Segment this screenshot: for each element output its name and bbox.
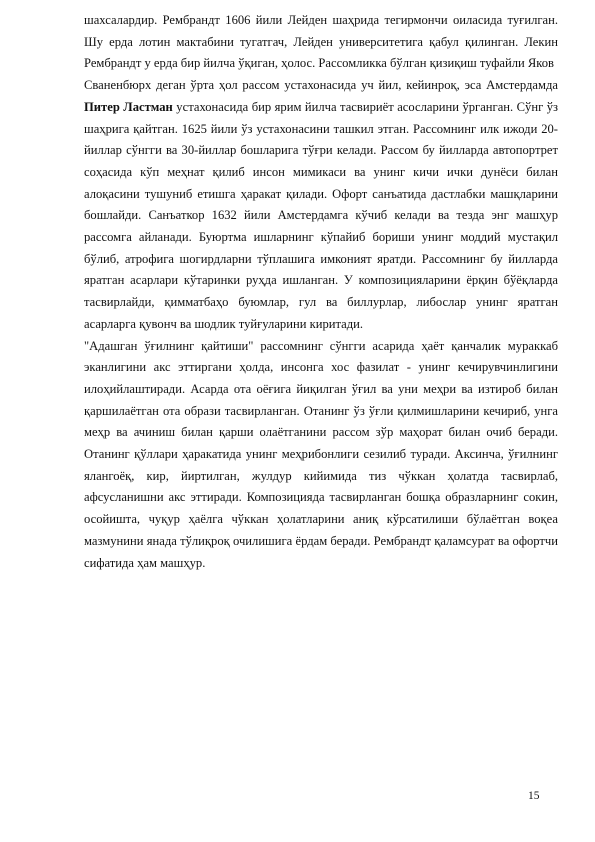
paragraph-3: "Адашган ўғилнинг қайтиши" рассомнинг сўнгги асарида ҳаёт қанчалик мураккаб эканлигини акс эттиргани ҳолда, инсонга хос фазилат - унинг кечирувчинлигини илоҳийлаштиради. Асарда ота оёғига йиқилган ўғил ва уни меҳри ва изтироб билан қаршилаётган ота образи тасвирланган. Отанинг ўз ўғли қилмишларини кечириб, унга меҳр ва ачиниш билан қарши олаётганини рассом зўр маҳорат билан очиб беради. Отанинг қўллари ҳаракатида унинг меҳрибонлиги сезилиб туради. Аксинча, ўғилнинг ялангоёқ, кир, йиртилган, жулдур кийимида тиз чўккан ҳолатда тасвирлаб, афсусланишни акс эттиради. Композицияда тасвирланган бошқа образларнинг сокин, осойишта, чуқур ҳаёлга чўккан ҳолатларини аниқ кўрсатилиши бўлаётган воқеа мазмунини янада тўлиқроқ очилишига ёрдам беради. Рембрандт қаламсурат ва офортчи сифатида ҳам машҳур. xyxy=(84,338,558,570)
paragraph-2 xyxy=(84,75,558,335)
paragraph-2-start: Сваненбюрх деган ўрта ҳол рассом устахонасида уч йил, кейинроқ, эса Амстердамда xyxy=(84,78,558,93)
paragraph-1: шахсалардир. Рембрандт 1606 йили Лейден шаҳрида тегирмончи оиласида туғилган. Шу ерда лотин мактабини тугатгач, Лейден университетига қабул қилинган. Лекин Рембрандт у ерда бир йилча ўқиган, ҳолос. Рассомликка бўлган қизиқиш туфайли Яков xyxy=(84,13,558,71)
document-body xyxy=(84,10,558,574)
artist-name-bold: Питер Ластман xyxy=(84,99,173,114)
page-number: 15 xyxy=(528,790,540,802)
paragraph-2-rest: устахонасида бир ярим йилча тасвириёт асосларини ўрганган. Сўнг ўз шаҳрига қайтган. 1625 йили ўз устахонасини ташкил этган. Рассомнинг илк ижоди 20-йиллар сўнгги ва 30-йиллар бошларига тўғри келади. Рассом бу йилларда автопортрет соҳасида кўп меҳнат қилиб инсон мимикаси ва унинг кичи ички дунёси билан алоқасини тушуниб етишга ҳаракат қилади. Офорт санъатида дастлабки машқларини бошлайди. Санъаткор 1632 йили Амстердамга кўчиб келади ва тезда энг машҳур рассомга айланади. Буюртма ишларнинг кўпайиб бориши унинг моддий мустақил бўлиб, атрофига шогирдларни тўплашига имконият яратди. Рассомнинг бу йилларда яратган асарлари кўтаринки руҳда ишланган. У композицияларини ёрқин бўёқларда тасвирлайди, қимматбаҳо буюмлар, гул ва биллурлар, либослар унинг яратган асарларга қувонч ва шодлик туйғуларини киритади. xyxy=(84,99,559,331)
